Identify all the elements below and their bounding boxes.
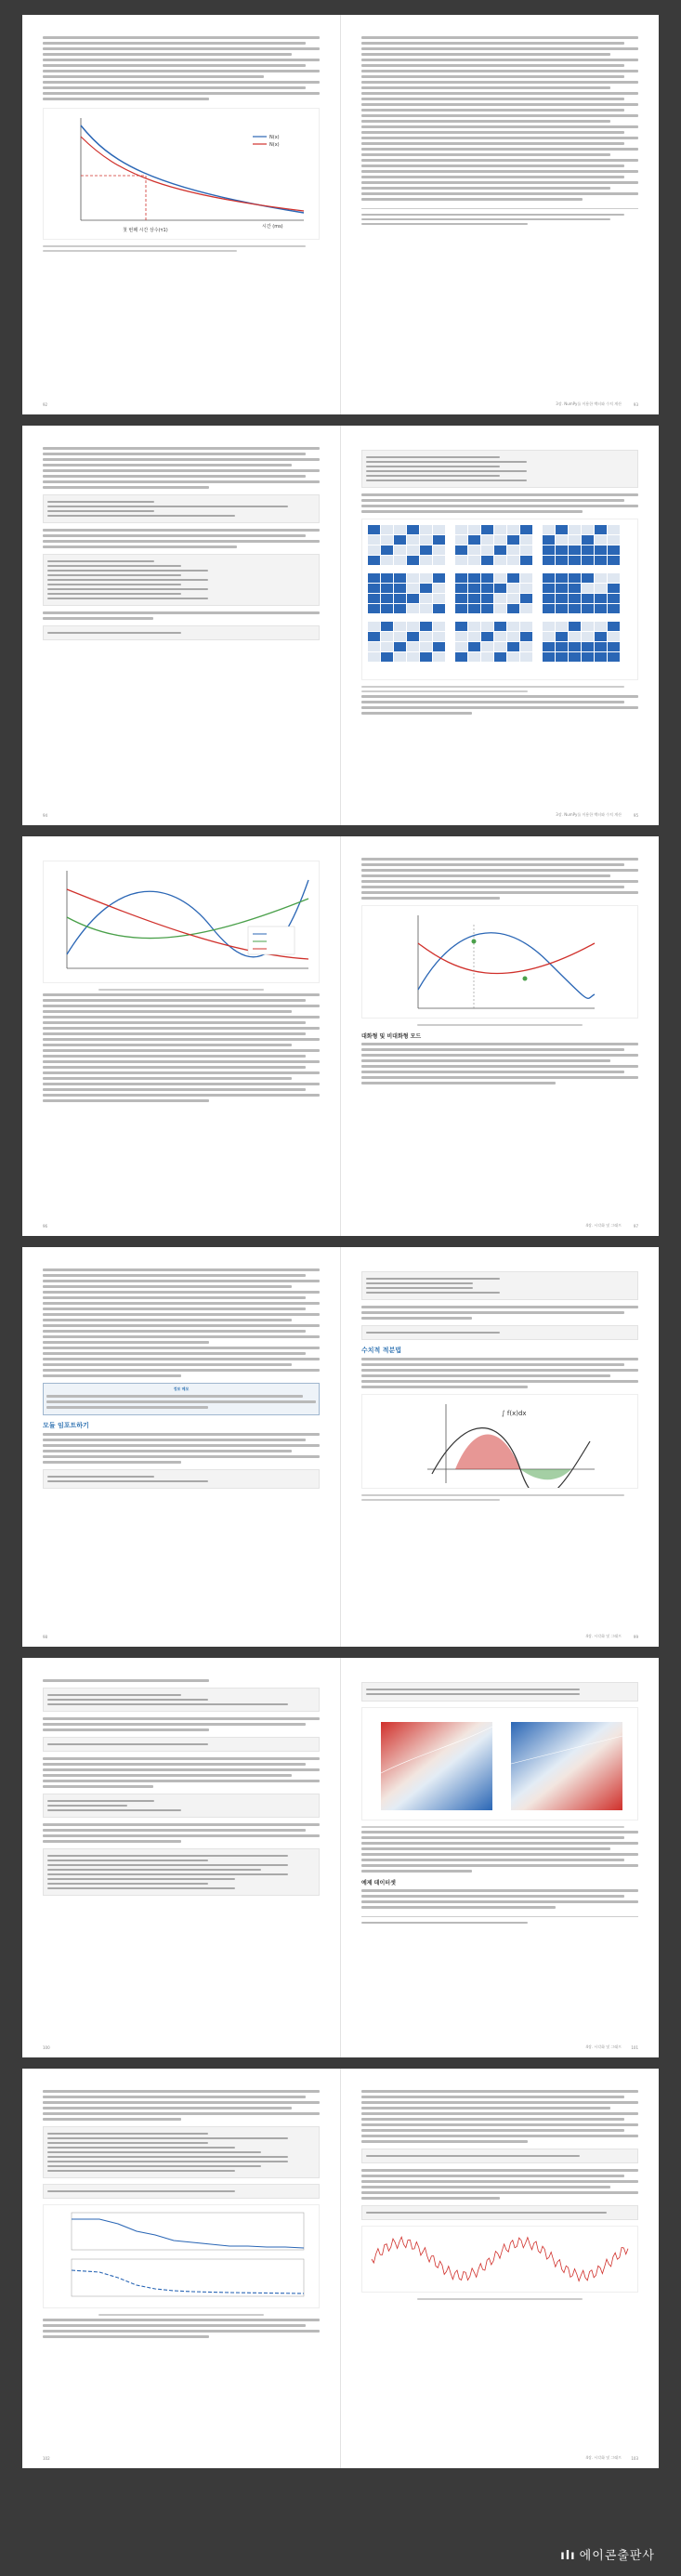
grid-cell	[582, 622, 594, 631]
page-103	[341, 2069, 659, 2468]
section-heading: 대화형 및 비대화형 모드	[361, 1033, 422, 1040]
grid-cell	[494, 632, 506, 641]
spread-6	[22, 2069, 659, 2468]
grid-cell	[608, 632, 620, 641]
grid-cell	[407, 594, 419, 603]
grid-cell	[543, 573, 555, 583]
grid-cell	[569, 622, 581, 631]
grid-cell	[420, 622, 432, 631]
grid-cell	[520, 525, 532, 534]
grid-cell	[381, 525, 393, 534]
grid-cell	[407, 525, 419, 534]
temperature-series-chart	[361, 2226, 638, 2293]
publisher-logo	[560, 2545, 655, 2563]
page-96	[22, 836, 340, 1236]
grid-cell	[494, 545, 506, 555]
grid-cell	[407, 632, 419, 641]
grid-cell	[455, 535, 467, 545]
grid-cell	[420, 545, 432, 555]
page-101	[341, 1658, 659, 2057]
grid-cell	[543, 652, 555, 662]
running-head: 3장. NumPy를 이용한 벡터와 수치 계산	[556, 812, 622, 817]
grid-cell	[468, 545, 480, 555]
grid-cell	[608, 604, 620, 613]
grid-cell	[420, 632, 432, 641]
grid-cell	[543, 535, 555, 545]
grid-cell	[556, 604, 568, 613]
grid-cell	[520, 556, 532, 565]
annotation-x-unit: 시간 (ms)	[262, 224, 283, 230]
grid-cell	[420, 535, 432, 545]
grid-cell	[481, 652, 493, 662]
grid-cell	[481, 573, 493, 583]
grid-cell	[381, 535, 393, 545]
grid-cell	[582, 652, 594, 662]
filter-response-chart	[43, 2204, 320, 2308]
grid-cell	[543, 632, 555, 641]
integral-diagram	[361, 1394, 638, 1489]
grid-cell	[494, 622, 506, 631]
grid-cell	[595, 622, 607, 631]
grid-cell	[455, 622, 467, 631]
grid-cell	[433, 604, 445, 613]
page-93	[341, 15, 659, 414]
grid-cell	[595, 525, 607, 534]
grid-cell	[420, 573, 432, 583]
grid-cell	[481, 525, 493, 534]
grid-cell	[582, 594, 594, 603]
legend-label-1: N(x)	[269, 135, 280, 140]
grid-cell	[556, 642, 568, 651]
page-99	[341, 1247, 659, 1647]
grid-diagram	[361, 519, 638, 680]
grid-cell	[368, 584, 380, 593]
grid-cell	[556, 525, 568, 534]
grid-cell	[507, 604, 519, 613]
grid-cell	[394, 535, 406, 545]
grid-cell	[507, 594, 519, 603]
page-97	[341, 836, 659, 1236]
page-102	[22, 2069, 340, 2468]
grid-cell	[608, 556, 620, 565]
grid-cell	[433, 584, 445, 593]
annotation-time-constant: 첫 번째 시간 상수(τ1)	[123, 228, 168, 233]
section-heading: 예제 데이터셋	[361, 1880, 396, 1886]
section-heading: 모듈 임포트하기	[43, 1422, 89, 1429]
grid-cell	[556, 545, 568, 555]
grid-cell	[595, 604, 607, 613]
grid-cell	[481, 545, 493, 555]
grid-cell	[569, 535, 581, 545]
spread-2	[22, 426, 659, 825]
grid-cell	[569, 584, 581, 593]
grid-cell	[368, 642, 380, 651]
grid-cell	[507, 584, 519, 593]
grid-cell	[543, 556, 555, 565]
grid-cell	[468, 642, 480, 651]
grid-cell	[494, 584, 506, 593]
grid-cell	[608, 584, 620, 593]
grid-cell	[455, 556, 467, 565]
spread-5	[22, 1658, 659, 2057]
note-box	[43, 1383, 320, 1415]
grid-cell	[582, 535, 594, 545]
grid-cell	[520, 642, 532, 651]
grid-cell	[494, 535, 506, 545]
grid-cell	[407, 604, 419, 613]
legend-label-2: N(x)	[269, 142, 280, 148]
grid-cell	[582, 525, 594, 534]
grid-cell	[433, 525, 445, 534]
grid-cell	[595, 584, 607, 593]
grid-cell	[394, 632, 406, 641]
grid-cell	[608, 545, 620, 555]
grid-cell	[455, 642, 467, 651]
grid-cell	[507, 573, 519, 583]
grid-cell	[595, 573, 607, 583]
grid-cell	[381, 556, 393, 565]
grid-cell	[595, 535, 607, 545]
page-92	[22, 15, 340, 414]
grid-cell	[556, 573, 568, 583]
grid-cell	[368, 604, 380, 613]
grid-cell	[608, 525, 620, 534]
grid-cell	[569, 632, 581, 641]
grid-cell	[608, 642, 620, 651]
grid-cell	[407, 545, 419, 555]
grid-cell	[595, 652, 607, 662]
grid-cell	[433, 632, 445, 641]
grid-cell	[420, 652, 432, 662]
grid-cell	[481, 604, 493, 613]
grid-cell	[507, 642, 519, 651]
grid-cell	[520, 604, 532, 613]
grid-cell	[433, 652, 445, 662]
grid-cell	[520, 622, 532, 631]
grid-cell	[394, 556, 406, 565]
grid-cell	[381, 573, 393, 583]
grid-cell	[520, 535, 532, 545]
grid-cell	[468, 594, 480, 603]
grid-cell	[468, 556, 480, 565]
spread-1	[22, 15, 659, 414]
grid-cell	[520, 632, 532, 641]
grid-cell	[420, 642, 432, 651]
grid-cell	[455, 604, 467, 613]
page-number: 98	[43, 1635, 48, 1639]
integral-label: ∫ f(x)dx	[502, 1410, 527, 1417]
grid-cell	[582, 584, 594, 593]
grid-cell	[433, 535, 445, 545]
grid-cell	[582, 573, 594, 583]
grid-cell	[520, 652, 532, 662]
running-head: 4장. 시각화 및 그래프	[585, 2044, 622, 2049]
grid-cell	[569, 525, 581, 534]
grid-cell	[494, 604, 506, 613]
grid-cell	[433, 622, 445, 631]
page-number: 103	[631, 2456, 638, 2461]
grid-cell	[595, 556, 607, 565]
grid-cell	[407, 642, 419, 651]
grid-cell	[468, 632, 480, 641]
page-100	[22, 1658, 340, 2057]
grid-cell	[481, 632, 493, 641]
spread-3	[22, 836, 659, 1236]
grid-cell	[556, 556, 568, 565]
grid-cell	[595, 632, 607, 641]
grid-cell	[494, 594, 506, 603]
grid-cell	[507, 545, 519, 555]
grid-cell	[520, 594, 532, 603]
grid-cell	[381, 545, 393, 555]
grid-cell	[582, 604, 594, 613]
grid-cell	[608, 622, 620, 631]
grid-cell	[468, 604, 480, 613]
grid-cell	[507, 632, 519, 641]
grid-cell	[394, 584, 406, 593]
grid-cell	[368, 535, 380, 545]
grid-cell	[608, 573, 620, 583]
grid-cell	[407, 556, 419, 565]
grid-cell	[420, 604, 432, 613]
grid-cell	[455, 525, 467, 534]
grid-cell	[507, 556, 519, 565]
page-number: 101	[631, 2045, 638, 2050]
grid-cell	[608, 594, 620, 603]
grid-cell	[569, 573, 581, 583]
grid-cell	[543, 622, 555, 631]
grid-cell	[394, 545, 406, 555]
grid-cell	[507, 525, 519, 534]
grid-cell	[433, 556, 445, 565]
grid-cell	[407, 573, 419, 583]
grid-cell	[556, 632, 568, 641]
page-number: 99	[633, 1635, 638, 1639]
grid-cell	[455, 594, 467, 603]
grid-cell	[420, 584, 432, 593]
grid-cell	[481, 535, 493, 545]
grid-cell	[569, 642, 581, 651]
grid-cell	[368, 545, 380, 555]
running-head: 3장. NumPy를 이용한 벡터와 수치 계산	[556, 401, 622, 406]
heatmap-figure	[361, 1707, 638, 1820]
page-94	[22, 426, 340, 825]
annotated-curve-chart	[361, 905, 638, 1019]
grid-cell	[556, 652, 568, 662]
grid-cell	[368, 594, 380, 603]
grid-cell	[381, 642, 393, 651]
running-head: 4장. 시각화 및 그래프	[585, 1223, 622, 1228]
grid-cell	[381, 652, 393, 662]
grid-cell	[420, 556, 432, 565]
grid-cell	[494, 652, 506, 662]
grid-cell	[394, 573, 406, 583]
grid-cell	[569, 556, 581, 565]
grid-cell	[582, 556, 594, 565]
grid-cell	[595, 594, 607, 603]
grid-cell	[494, 642, 506, 651]
grid-cell	[582, 632, 594, 641]
grid-cell	[381, 604, 393, 613]
grid-cell	[381, 584, 393, 593]
grid-cell	[543, 594, 555, 603]
grid-cell	[543, 525, 555, 534]
grid-cell	[481, 594, 493, 603]
grid-cell	[569, 594, 581, 603]
grid-cell	[394, 622, 406, 631]
grid-cell	[481, 642, 493, 651]
grid-cell	[494, 556, 506, 565]
grid-cell	[556, 584, 568, 593]
grid-cell	[543, 545, 555, 555]
grid-cell	[455, 545, 467, 555]
grid-cell	[481, 584, 493, 593]
note-title: 정보 메모	[173, 1387, 190, 1391]
page-number: 94	[43, 813, 48, 818]
page-95	[341, 426, 659, 825]
grid-cell	[481, 556, 493, 565]
grid-cell	[455, 652, 467, 662]
grid-cell	[468, 652, 480, 662]
grid-cell	[407, 622, 419, 631]
grid-cell	[468, 535, 480, 545]
grid-cell	[420, 594, 432, 603]
running-head: 4장. 시각화 및 그래프	[585, 2455, 622, 2460]
grid-cell	[433, 642, 445, 651]
grid-cell	[543, 584, 555, 593]
grid-cell	[407, 652, 419, 662]
page-number: 92	[43, 402, 48, 407]
grid-cell	[368, 632, 380, 641]
grid-cell	[543, 604, 555, 613]
grid-cell	[582, 642, 594, 651]
grid-cell	[556, 594, 568, 603]
grid-cell	[608, 652, 620, 662]
section-heading: 수치적 적분법	[361, 1347, 402, 1354]
grid-cell	[520, 584, 532, 593]
page-98	[22, 1247, 340, 1647]
grid-cell	[394, 594, 406, 603]
grid-cell	[433, 545, 445, 555]
grid-cell	[468, 584, 480, 593]
grid-cell	[368, 573, 380, 583]
grid-cell	[381, 632, 393, 641]
grid-cell	[368, 652, 380, 662]
grid-cell	[433, 573, 445, 583]
grid-cell	[381, 622, 393, 631]
page-number: 93	[633, 402, 638, 407]
page-number: 97	[633, 1224, 638, 1229]
grid-cell	[556, 622, 568, 631]
grid-cell	[468, 525, 480, 534]
grid-cell	[507, 622, 519, 631]
grid-cell	[608, 535, 620, 545]
grid-cell	[368, 556, 380, 565]
grid-cell	[520, 573, 532, 583]
grid-cell	[455, 632, 467, 641]
grid-cell	[569, 652, 581, 662]
grid-cell	[595, 642, 607, 651]
grid-cell	[468, 573, 480, 583]
grid-cell	[455, 584, 467, 593]
grid-cell	[368, 622, 380, 631]
grid-cell	[520, 545, 532, 555]
grid-cell	[368, 525, 380, 534]
grid-cell	[481, 622, 493, 631]
grid-cell	[582, 545, 594, 555]
grid-cell	[468, 622, 480, 631]
polynomial-chart	[43, 861, 320, 983]
running-head: 4장. 시각화 및 그래프	[585, 1634, 622, 1638]
grid-cell	[455, 573, 467, 583]
grid-cell	[394, 652, 406, 662]
grid-cell	[494, 525, 506, 534]
series-line	[372, 2237, 628, 2280]
page-number: 96	[43, 1224, 48, 1229]
grid-cell	[394, 604, 406, 613]
grid-cell	[420, 525, 432, 534]
grid-cell	[407, 584, 419, 593]
grid-cell	[494, 573, 506, 583]
grid-cell	[407, 535, 419, 545]
grid-cell	[507, 652, 519, 662]
logo-text: 에이콘출판사	[579, 2549, 655, 2563]
grid-cell	[507, 535, 519, 545]
grid-cell	[394, 642, 406, 651]
grid-cell	[569, 545, 581, 555]
page-number: 102	[43, 2456, 50, 2461]
page-number: 95	[633, 813, 638, 818]
decay-chart	[43, 108, 320, 240]
logo-mark: ılı	[560, 2549, 576, 2563]
spread-4	[22, 1247, 659, 1647]
grid-cell	[433, 594, 445, 603]
grid-cell	[569, 604, 581, 613]
grid-cell	[595, 545, 607, 555]
grid-cell	[394, 525, 406, 534]
grid-cell	[381, 594, 393, 603]
grid-cell	[543, 642, 555, 651]
page-number: 100	[43, 2045, 50, 2050]
grid-cell	[556, 535, 568, 545]
